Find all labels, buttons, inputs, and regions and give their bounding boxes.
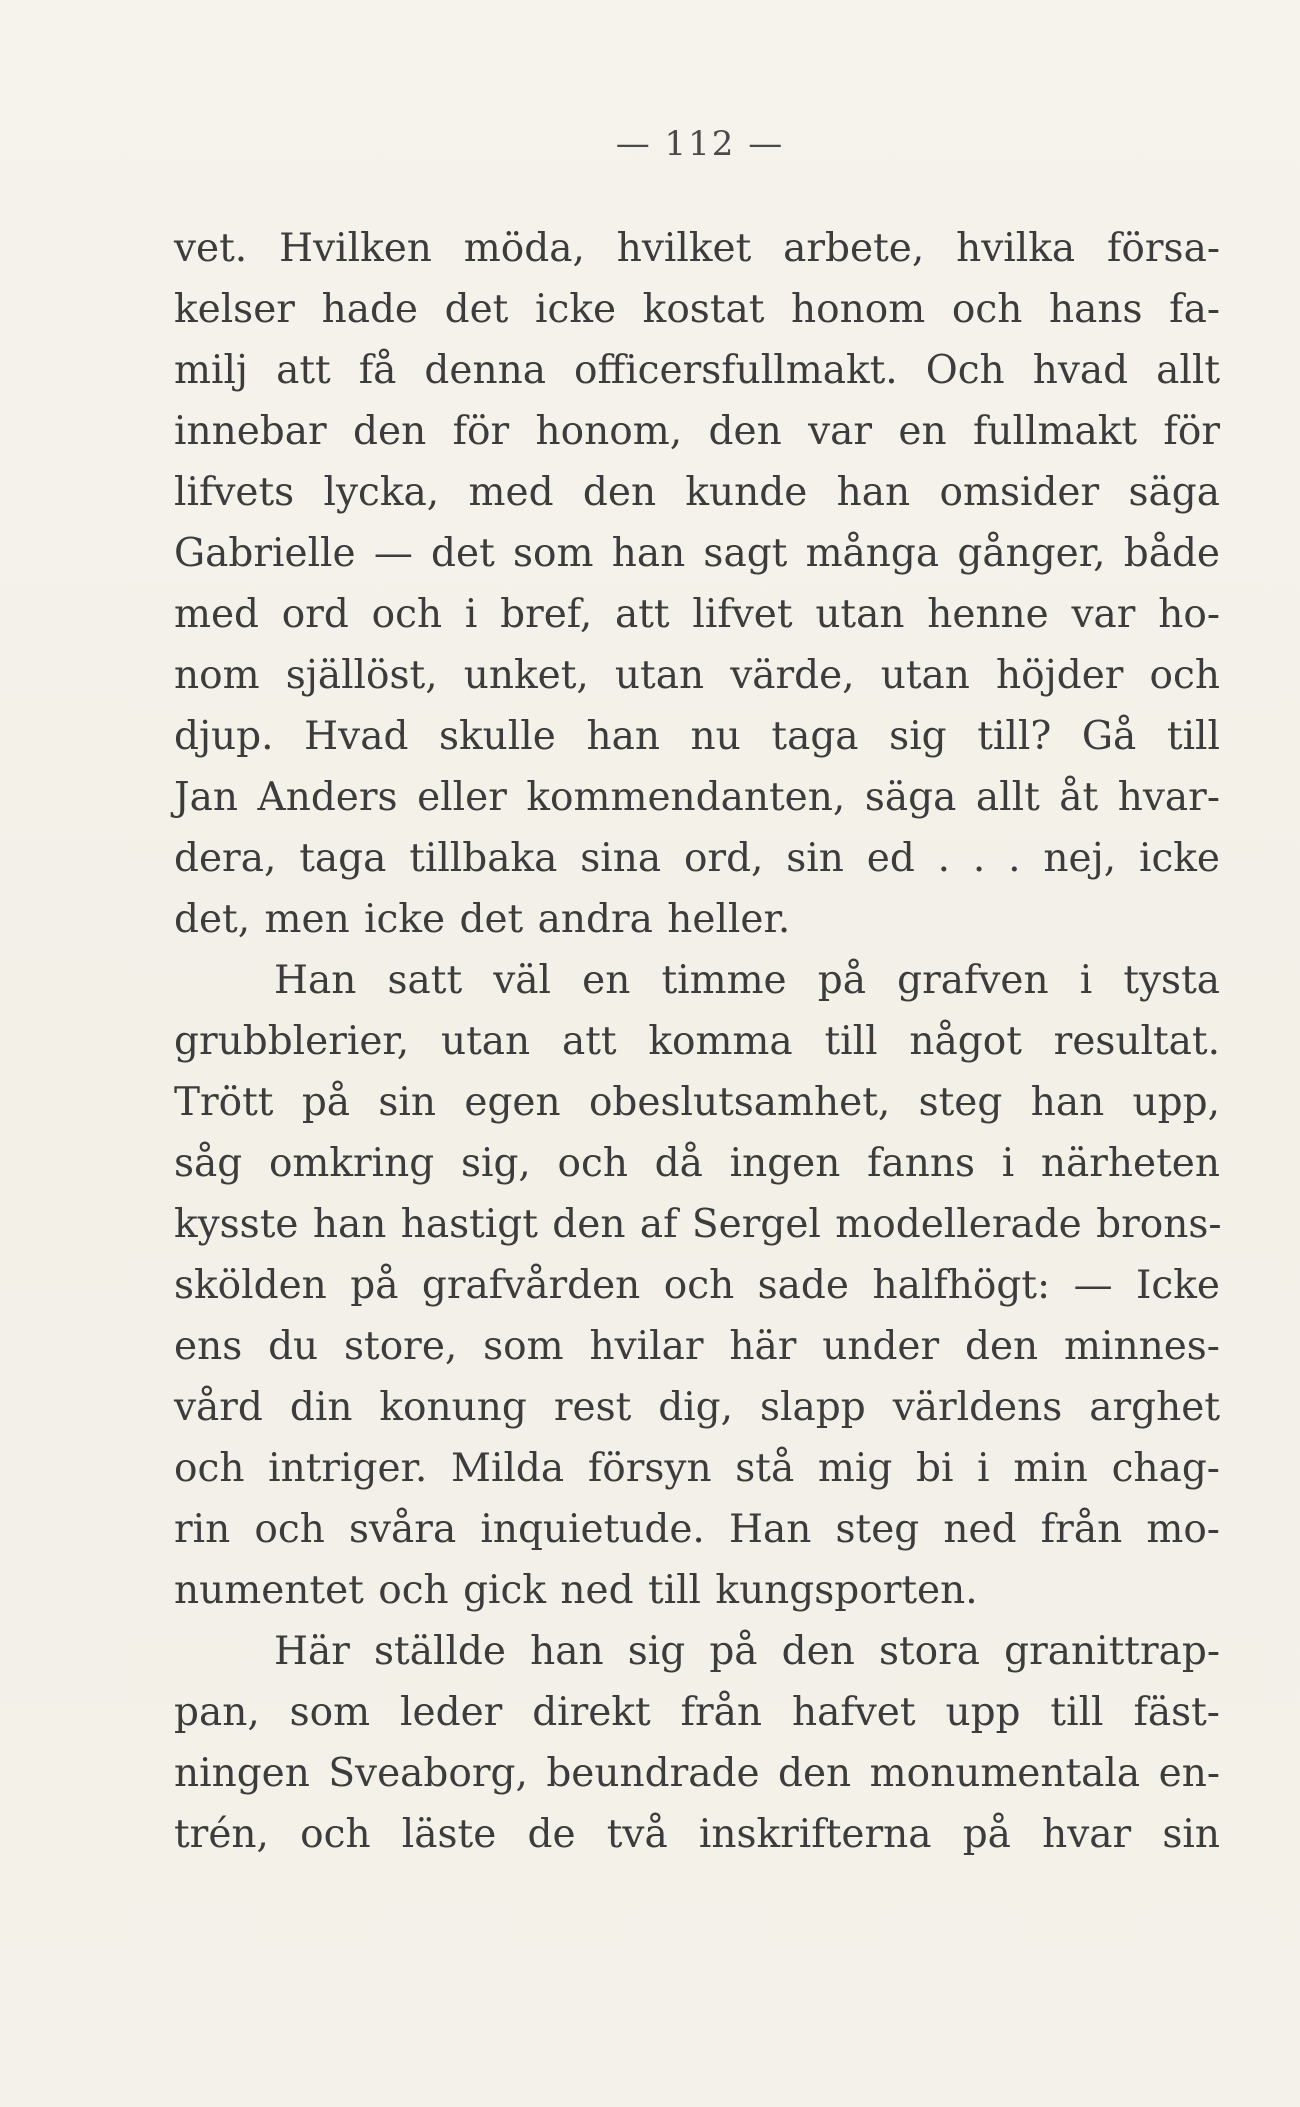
text-line: Jan Anders eller kommendanten, säga allt åt hvar-: [174, 775, 1220, 820]
text-line: milj att få denna officersfullmakt. Och hvad allt: [174, 348, 1220, 393]
text-line: Gabrielle — det som han sagt många gånger, både: [174, 531, 1220, 576]
text-line: Trött på sin egen obeslutsamhet, steg han upp,: [174, 1080, 1220, 1125]
text-line: djup. Hvad skulle han nu taga sig till? Gå till: [174, 714, 1220, 759]
text-line: ens du store, som hvilar här under den minnes-: [174, 1324, 1220, 1369]
text-line: lifvets lycka, med den kunde han omsider säga: [174, 470, 1220, 515]
text-line: kelser hade det icke kostat honom och hans fa-: [174, 287, 1220, 332]
paragraph-start-line: Här ställde han sig på den stora granittrap-: [274, 1629, 1220, 1674]
text-line: med ord och i bref, att lifvet utan henne var ho-: [174, 592, 1220, 637]
text-line: vet. Hvilken möda, hvilket arbete, hvilka försa-: [174, 226, 1220, 271]
text-line: trén, och läste de två inskrifterna på hvar sin: [174, 1812, 1220, 1857]
text-line: vård din konung rest dig, slapp världens arghet: [174, 1385, 1220, 1430]
text-line: grubblerier, utan att komma till något resultat.: [174, 1019, 1220, 1064]
text-line: rin och svåra inquietude. Han steg ned från mo-: [174, 1507, 1220, 1552]
text-line: det, men icke det andra heller.: [174, 897, 791, 942]
text-line: ningen Sveaborg, beundrade den monumentala en-: [174, 1751, 1220, 1796]
text-line: numentet och gick ned till kungsporten.: [174, 1568, 978, 1613]
text-line: skölden på grafvården och sade halfhögt: — Icke: [174, 1263, 1220, 1308]
text-line: innebar den för honom, den var en fullmakt för: [174, 409, 1220, 454]
paragraph-start-line: Han satt väl en timme på grafven i tysta: [274, 958, 1220, 1003]
text-line: kysste han hastigt den af Sergel modellerade brons-: [174, 1202, 1222, 1247]
body-text: [174, 218, 1220, 1865]
text-line: och intriger. Milda försyn stå mig bi i min chag-: [174, 1446, 1220, 1491]
text-line: dera, taga tillbaka sina ord, sin ed . . . nej, icke: [174, 836, 1220, 881]
text-line: såg omkring sig, och då ingen fanns i närheten: [174, 1141, 1220, 1186]
text-line: pan, som leder direkt från hafvet upp till fäst-: [174, 1690, 1220, 1735]
text-line: nom själlöst, unket, utan värde, utan höjder och: [174, 653, 1220, 698]
page-number: — 112 —: [615, 124, 785, 164]
